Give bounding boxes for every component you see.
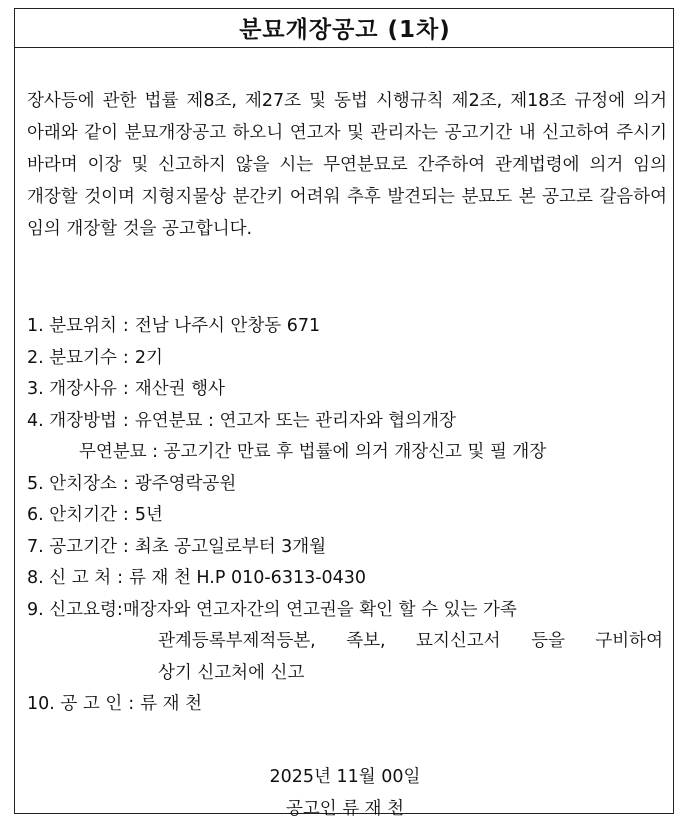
item-label: 신 고 처 (49, 568, 112, 588)
notice-items (27, 311, 672, 721)
item-label: 개장방법 (49, 410, 117, 431)
item-label: 개장사유 (49, 379, 117, 399)
item-value: 광주영락공원 (134, 473, 237, 494)
item-value: 매장자와 연고자간의 연고권을 확인 할 수 있는 가족 (122, 599, 517, 620)
item-label: 공 고 인 (60, 694, 123, 714)
item-separator: : (122, 505, 129, 525)
item-separator: : (122, 473, 129, 494)
item-label: 분묘기수 (49, 347, 117, 368)
item-number: 1. (27, 316, 44, 336)
item-number: 8. (27, 568, 44, 588)
item-number: 7. (27, 536, 44, 557)
item-separator: : (122, 316, 129, 336)
item-value: 최초 공고일로부터 3개월 (134, 536, 327, 557)
item-separator: : (122, 379, 129, 399)
item-announcer (27, 689, 672, 721)
item-number: 10. (27, 694, 55, 714)
item-separator: : (117, 568, 124, 588)
item-value: 무연분묘 : 공고기간 만료 후 법률에 의거 개장신고 및 필 개장 (79, 442, 547, 462)
item-separator: : (128, 694, 135, 714)
page-title: 분묘개장공고 (1차) (239, 17, 451, 43)
item-value-line: 관계등록부제적등본, 족보, 묘지신고서 등을 구비하여 (158, 631, 663, 651)
item-label: 공고기간 (49, 536, 117, 557)
item-value: 재산권 행사 (134, 379, 225, 399)
item-count (27, 343, 672, 375)
item-separator: : (122, 410, 129, 431)
intro-paragraph: 장사등에 관한 법률 제8조, 제27조 및 동법 시행규칙 제2조, 제18조 규정에 의거 아래와 같이 분묘개장공고 하오니 연고자 및 관리자는 공고기간 내 신고하여 주시기 바라며 이장 및 신고하지 않을 시는 무연분묘로 간주하여 관계법령에 의거 임의 개장할 것이며 지형지물상 분간키 어려워 추후 발견되는 분묘도 본 공고로 갈음하여 임의 개장할 것을 공고합니다. (27, 91, 667, 239)
item-method-continuation (27, 437, 672, 469)
item-label: 분묘위치 (49, 316, 117, 336)
notice-frame (14, 8, 674, 819)
item-number: 6. (27, 505, 44, 525)
item-number: 5. (27, 473, 44, 494)
item-number: 4. (27, 410, 44, 431)
notice-announcer: 공고인 류 재 천 (285, 799, 405, 819)
item-label: 안치장소 (49, 473, 117, 494)
item-number: 9. (27, 599, 44, 620)
item-separator: : (122, 347, 129, 368)
item-value-line: 상기 신고처에 신고 (158, 662, 305, 683)
item-separator: : (116, 599, 123, 620)
item-separator: : (122, 536, 129, 557)
item-method (27, 406, 672, 438)
item-procedure-continuation (27, 626, 663, 689)
item-location (27, 311, 672, 343)
item-placement (27, 469, 672, 501)
item-value: 2기 (134, 347, 163, 368)
item-contact (27, 563, 672, 595)
item-number: 3. (27, 379, 44, 399)
item-value: 5년 (134, 505, 163, 525)
item-label: 안치기간 (49, 505, 117, 525)
item-value: 유연분묘 : 연고자 또는 관리자와 협의개장 (134, 410, 456, 431)
item-value: 류 재 천 (140, 694, 203, 714)
notice-date: 2025년 11월 00일 (269, 767, 421, 787)
item-reason (27, 374, 672, 406)
item-notice-period (27, 532, 672, 564)
item-label: 신고요령 (49, 599, 117, 620)
title-divider (15, 47, 673, 48)
item-value: 류 재 천 H.P 010-6313-0430 (129, 568, 367, 588)
item-period (27, 500, 672, 532)
item-number: 2. (27, 347, 44, 368)
item-procedure (27, 595, 672, 690)
item-value: 전남 나주시 안창동 671 (134, 316, 321, 336)
